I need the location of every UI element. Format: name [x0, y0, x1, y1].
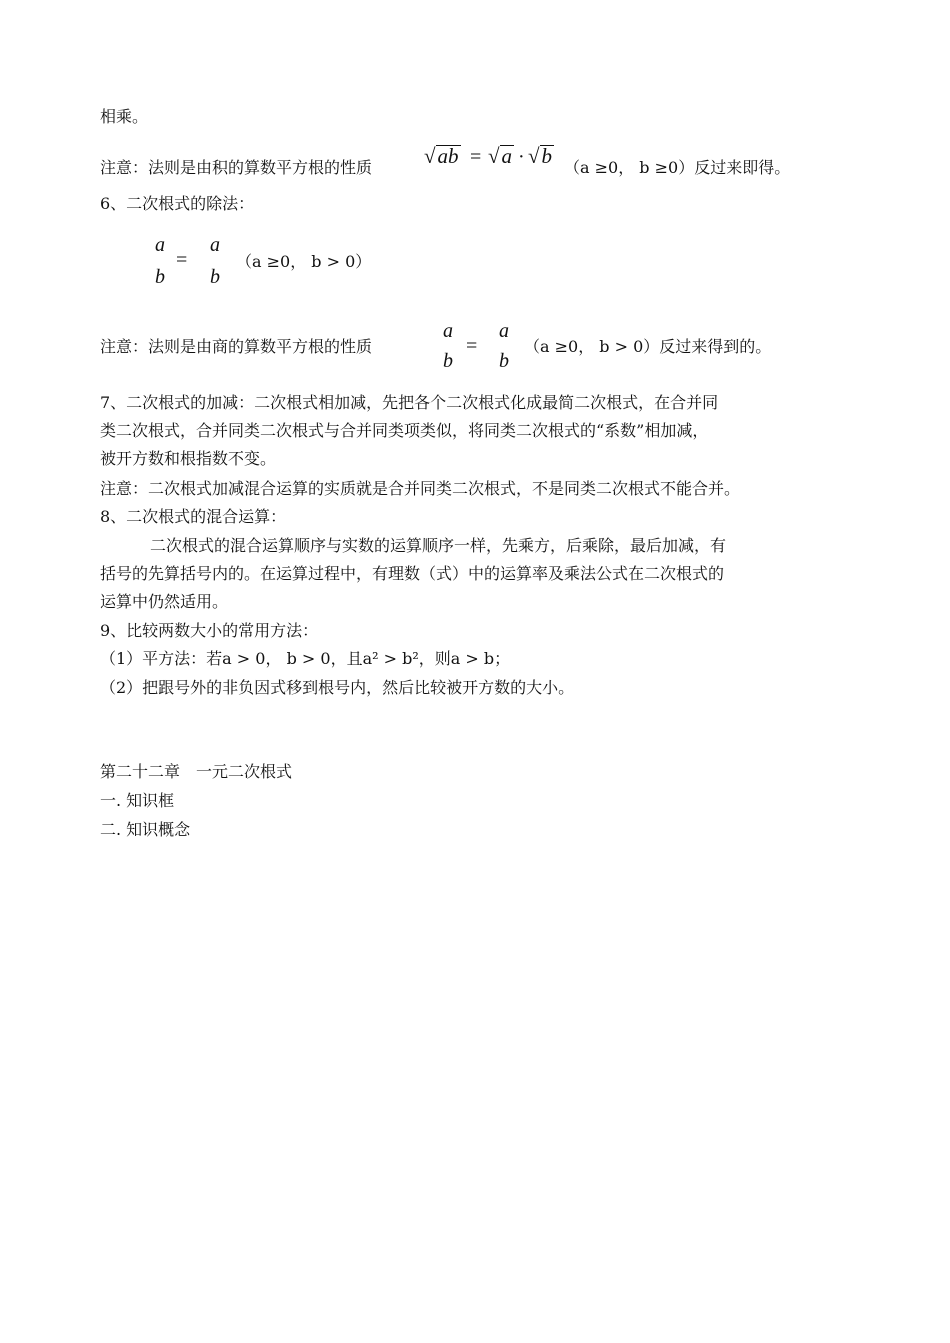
chapter-title: 第二十二章 一元二次根式: [100, 762, 293, 781]
fraction-numerator: a: [443, 320, 453, 342]
text-line: 括号的先算括号内的。在运算过程中，有理数（式）中的运算率及乘法公式在二次根式的: [100, 564, 725, 583]
radicand: ab: [437, 144, 459, 168]
text-line: 7、二次根式的加减：二次根式相加减，先把各个二次根式化成最简二次根式，在合并同: [100, 393, 719, 412]
formula-sqrt-b: √b: [528, 144, 553, 168]
section-heading: 8、二次根式的混合运算：: [100, 507, 287, 526]
fraction-denominator: b: [210, 266, 220, 288]
text-line: 注意：二次根式加减混合运算的实质就是合并同类二次根式，不是同类二次根式不能合并。: [100, 479, 741, 498]
text-line: 类二次根式，合并同类二次根式与合并同类项类似，将同类二次根式的“系数”相加减，: [100, 421, 709, 440]
text-line: 被开方数和根指数不变。: [100, 449, 277, 468]
radicand: b: [541, 144, 553, 168]
text-line: 二次根式的混合运算顺序与实数的运算顺序一样，先乘方，后乘除，最后加减，有: [150, 536, 727, 555]
subheading: 二. 知识概念: [100, 820, 191, 839]
note-suffix: （a ≥0， b ≥0）反过来即得。: [564, 158, 791, 177]
subheading: 一. 知识框: [100, 791, 175, 810]
fraction-numerator: a: [210, 234, 220, 256]
fraction-denominator: b: [155, 266, 165, 288]
text-line: 相乘。: [100, 107, 149, 126]
formula-dot: ·: [518, 146, 525, 168]
formula-condition: （a ≥0， b > 0）: [236, 252, 372, 271]
section-heading: 6、二次根式的除法：: [100, 194, 255, 213]
note-suffix: （a ≥0， b > 0）反过来得到的。: [524, 337, 772, 356]
note-prefix: 注意：法则是由积的算数平方根的性质: [100, 158, 373, 177]
formula-equals: =: [176, 249, 188, 271]
fraction-numerator: a: [499, 320, 509, 342]
text-line: （2）把跟号外的非负因式移到根号内，然后比较被开方数的大小。: [100, 678, 575, 697]
fraction-denominator: b: [499, 350, 509, 372]
formula-sqrt-a: √a: [488, 144, 513, 168]
text-line: （1）平方法：若a > 0， b > 0，且a² > b²，则a > b；: [100, 649, 511, 668]
radicand: a: [501, 144, 513, 168]
section-heading: 9、比较两数大小的常用方法：: [100, 621, 319, 640]
fraction-denominator: b: [443, 350, 453, 372]
text-line: 运算中仍然适用。: [100, 592, 229, 611]
fraction-numerator: a: [155, 234, 165, 256]
note-prefix: 注意：法则是由商的算数平方根的性质: [100, 337, 373, 356]
formula-equals: =: [470, 146, 482, 168]
formula-sqrt-ab: √ab: [424, 144, 459, 168]
formula-equals: =: [466, 335, 478, 357]
